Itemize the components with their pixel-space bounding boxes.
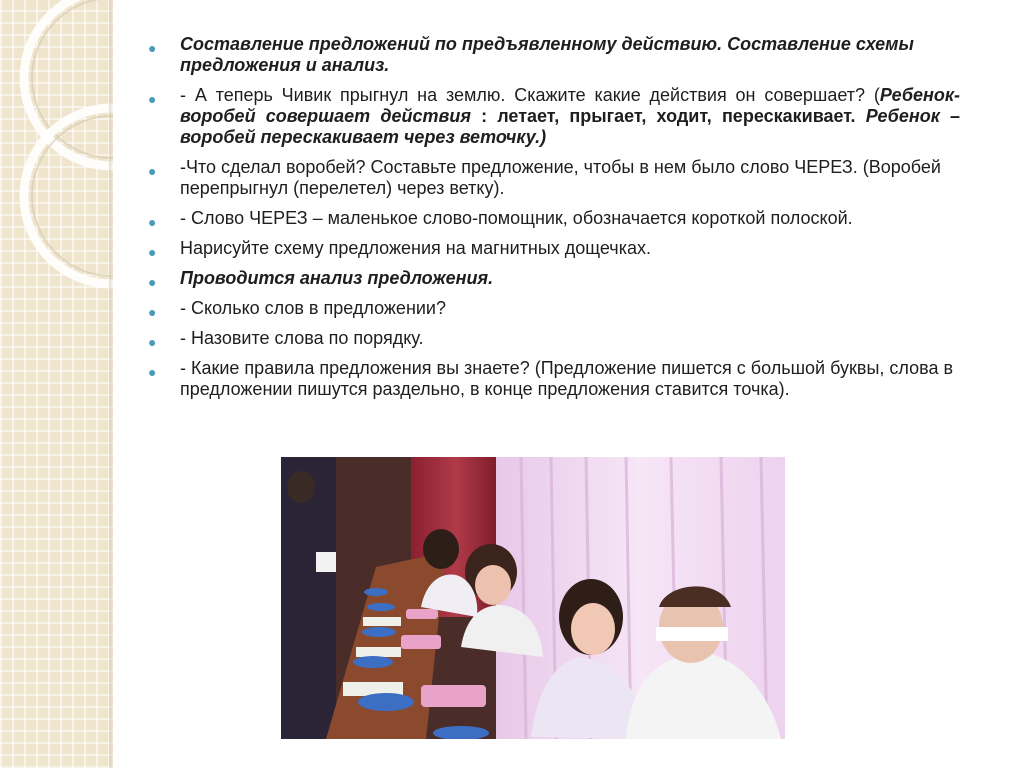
bullet-dot-icon: ● [148, 244, 157, 260]
bullet-text: Нарисуйте схему предложения на магнитных дощечках. [180, 238, 651, 258]
bullet-dot-icon: ● [148, 40, 157, 56]
bullet-dot-icon: ● [148, 304, 157, 320]
decorative-rings [0, 0, 113, 330]
text-run: Ребенок-воробей совершает действия [180, 85, 960, 126]
bullet-item [145, 298, 960, 319]
bullet-dot-icon: ● [148, 334, 157, 350]
photo-illustration [281, 457, 785, 739]
bullet-text: -Что сделал воробей? Составьте предложение, чтобы в нем было слово ЧЕРЕЗ. (Воробей перепрыгнул (перелетел) через ветку). [180, 157, 941, 198]
bullet-dot-icon: ● [148, 163, 157, 179]
classroom-photo [281, 457, 785, 739]
text-run: - А теперь Чивик прыгнул на землю. Скажите какие действия он совершает? ( [180, 85, 880, 105]
bullet-item [145, 238, 960, 259]
text-run: Ребенок – воробей перескакивает через веточку.) [180, 106, 960, 147]
bullet-dot-icon: ● [148, 274, 157, 290]
bullet-item [145, 85, 960, 148]
bullet-list [145, 34, 960, 400]
bullet-dot-icon: ● [148, 214, 157, 230]
bullet-text [180, 34, 914, 75]
slide-text [145, 34, 960, 409]
bullet-text: - Сколько слов в предложении? [180, 298, 447, 318]
bullet-item [145, 268, 960, 289]
bullet-text: - Какие правила предложения вы знаете? (Предложение пишется с большой буквы, слова в предложении пишутся раздельно, в конце предложения ставится точка). [180, 358, 954, 399]
bullet-item [145, 208, 960, 229]
bullet-text [180, 85, 960, 147]
bullet-dot-icon: ● [148, 91, 157, 107]
bullet-dot-icon: ● [148, 364, 157, 380]
bullet-item [145, 34, 960, 76]
bullet-text: - Слово ЧЕРЕЗ – маленькое слово-помощник, обозначается короткой полоской. [180, 208, 853, 228]
bullet-item [145, 358, 960, 400]
bullet-text: - Назовите слова по порядку. [180, 328, 424, 348]
bullet-item [145, 328, 960, 349]
bullet-title: Составление предложений по предъявленному действию. Составление схемы предложения и анализ. [180, 34, 914, 75]
bullet-item [145, 157, 960, 199]
text-run: : летает, прыгает, ходит, перескакивает. [470, 106, 866, 126]
bullet-text: Проводится анализ предложения. [180, 268, 494, 288]
decorative-side-panel [0, 0, 113, 768]
